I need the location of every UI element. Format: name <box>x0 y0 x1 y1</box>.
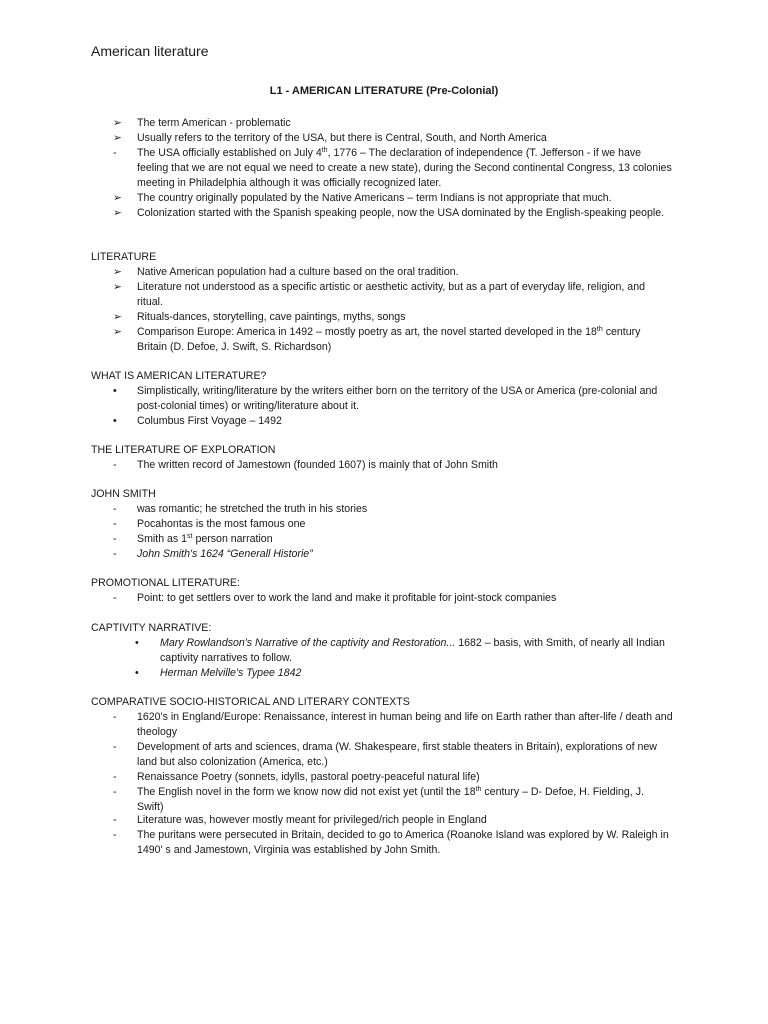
dash-bullet-icon: - <box>113 459 117 471</box>
list-item: ➢ Usually refers to the territory of the USA, but there is Central, South, and North America <box>113 132 547 144</box>
section-heading: LITERATURE <box>91 251 157 263</box>
dash-bullet-icon: - <box>113 786 117 798</box>
dash-bullet-icon: - <box>113 829 117 841</box>
arrow-bullet-icon: ➢ <box>113 266 122 278</box>
arrow-bullet-icon: ➢ <box>113 192 122 204</box>
section-heading: CAPTIVITY NARRATIVE: <box>91 622 212 634</box>
dash-bullet-icon: - <box>113 741 117 753</box>
list-item: - Pocahontas is the most famous one <box>113 518 306 530</box>
dash-bullet-icon: - <box>113 548 117 560</box>
dash-bullet-icon: - <box>113 533 117 545</box>
list-item: - The English novel in the form we know now did not exist yet (until the 18th century – D- Defoe, H. Fielding, J. Swift) <box>113 786 644 813</box>
round-bullet-icon: • <box>135 667 139 679</box>
list-item: • Mary Rowlandson's Narrative of the captivity and Restoration... 1682 – basis, with Smith, of nearly all Indian captivity narratives to follow. <box>135 637 665 664</box>
arrow-bullet-icon: ➢ <box>113 311 122 323</box>
dash-bullet-icon: - <box>113 518 117 530</box>
section-heading: PROMOTIONAL LITERATURE: <box>91 577 240 589</box>
dash-bullet-icon: - <box>113 592 117 604</box>
section-heading: JOHN SMITH <box>91 488 156 500</box>
arrow-bullet-icon: ➢ <box>113 281 122 293</box>
dash-bullet-icon: - <box>113 711 117 723</box>
list-item: - Literature was, however mostly meant for privileged/rich people in England <box>113 814 487 826</box>
dash-bullet-icon: - <box>113 147 117 159</box>
list-item: ➢ Comparison Europe: America in 1492 – mostly poetry as art, the novel started developed in the 18th century Britain (D. Defoe, J. Swift, S. Richardson) <box>113 326 641 353</box>
list-item: - Point: to get settlers over to work the land and make it profitable for joint-stock companies <box>113 592 557 604</box>
list-item: - The puritans were persecuted in Britain, decided to go to America (Roanoke Island was explored by W. Raleigh in 1490' s and Jamestown, Virginia was established by John Smith. <box>113 829 669 856</box>
round-bullet-icon: • <box>135 637 139 649</box>
list-item: ➢ Literature not understood as a specific artistic or aesthetic activity, but as a part of everyday life, religion, and ritual. <box>113 281 645 308</box>
section-heading: COMPARATIVE SOCIO-HISTORICAL AND LITERARY CONTEXTS <box>91 696 410 708</box>
list-item: ➢ Rituals-dances, storytelling, cave paintings, myths, songs <box>113 311 406 323</box>
dash-bullet-icon: - <box>113 771 117 783</box>
arrow-bullet-icon: ➢ <box>113 117 122 129</box>
section-heading: WHAT IS AMERICAN LITERATURE? <box>91 370 267 382</box>
list-item: ➢ Native American population had a culture based on the oral tradition. <box>113 266 459 278</box>
arrow-bullet-icon: ➢ <box>113 326 122 338</box>
list-item: - The USA officially established on July 4th, 1776 – The declaration of independence (T. Jefferson - if we have feeling that we are not equal we need to create a new state), during the Second continental Congress, 13 colonies meeting in Philadelphia although it was officially recognized later. <box>113 147 672 189</box>
list-item: • Columbus First Voyage – 1492 <box>113 415 282 427</box>
list-item: ➢ The country originally populated by the Native Americans – term Indians is not appropriate that much. <box>113 192 612 204</box>
dash-bullet-icon: - <box>113 503 117 515</box>
list-item: - Renaissance Poetry (sonnets, idylls, pastoral poetry-peaceful natural life) <box>113 771 480 783</box>
list-item: - Development of arts and sciences, drama (W. Shakespeare, first stable theaters in Britain), explorations of new land but also colonization (America, etc.) <box>113 741 657 768</box>
list-item: - John Smith's 1624 “Generall Historie” <box>113 548 313 560</box>
list-item: - was romantic; he stretched the truth in his stories <box>113 503 368 515</box>
arrow-bullet-icon: ➢ <box>113 132 122 144</box>
list-item: - Smith as 1st person narration <box>113 533 273 545</box>
round-bullet-icon: • <box>113 415 117 427</box>
list-item: • Herman Melville's Typee 1842 <box>135 667 302 679</box>
section-heading: THE LITERATURE OF EXPLORATION <box>91 444 276 456</box>
dash-bullet-icon: - <box>113 814 117 826</box>
list-item: - 1620's in England/Europe: Renaissance, interest in human being and life on Earth rather than after-life / death and theology <box>113 711 673 738</box>
document-title: L1 - AMERICAN LITERATURE (Pre-Colonial) <box>269 85 499 97</box>
list-item: ➢ Colonization started with the Spanish speaking people, now the USA dominated by the English-speaking people. <box>113 207 665 219</box>
arrow-bullet-icon: ➢ <box>113 207 122 219</box>
round-bullet-icon: • <box>113 385 117 397</box>
document-header: American literature <box>91 43 209 59</box>
list-item: - The written record of Jamestown (founded 1607) is mainly that of John Smith <box>113 459 498 471</box>
list-item: • Simplistically, writing/literature by the writers either born on the territory of the USA or America (pre-colonial and post-colonial times) or writing/literature about it. <box>113 385 658 412</box>
list-item: ➢ The term American - problematic <box>113 117 291 129</box>
